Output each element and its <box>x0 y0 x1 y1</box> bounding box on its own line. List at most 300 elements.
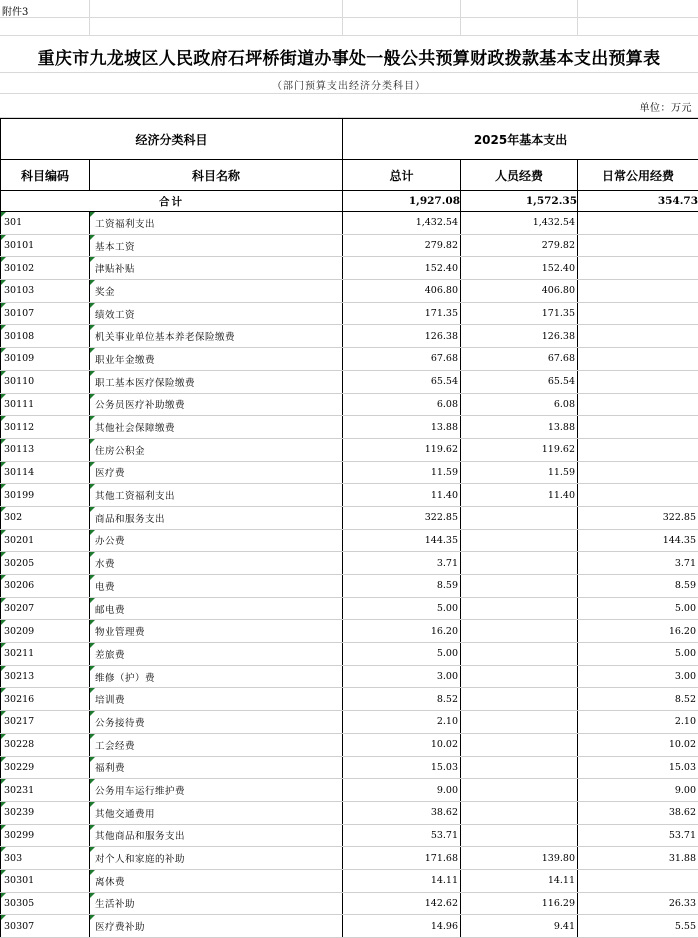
cell-marker-icon <box>90 303 95 308</box>
table-row <box>1 779 698 802</box>
cell-marker-icon <box>1 575 6 580</box>
cell-marker-icon <box>1 734 6 739</box>
row-personnel: 171.35 <box>461 302 578 325</box>
row-name-text: 奖金 <box>95 287 115 298</box>
row-personnel: 126.38 <box>461 325 578 348</box>
row-name <box>90 643 343 666</box>
table-row <box>1 529 698 552</box>
row-name-text: 商品和服务支出 <box>95 514 165 525</box>
cell-marker-icon <box>1 802 6 807</box>
cell-marker-icon <box>90 666 95 671</box>
row-name <box>90 370 343 393</box>
row-personnel <box>461 665 578 688</box>
header-total: 总计 <box>343 160 461 191</box>
cell-marker-icon <box>90 893 95 898</box>
cell-marker-icon <box>1 394 6 399</box>
row-name-text: 其他交通费用 <box>95 809 155 820</box>
row-name-text: 其他社会保障缴费 <box>95 423 175 434</box>
row-code <box>1 302 90 325</box>
row-total: 5.00 <box>343 597 461 620</box>
table-row <box>1 824 698 847</box>
row-total: 8.59 <box>343 575 461 598</box>
row-total: 53.71 <box>343 824 461 847</box>
row-total: 406.80 <box>343 280 461 303</box>
row-personnel: 11.59 <box>461 461 578 484</box>
row-public: 5.00 <box>578 597 698 620</box>
cell-marker-icon <box>90 257 95 262</box>
row-public: 322.85 <box>578 506 698 529</box>
row-name <box>90 869 343 892</box>
cell-marker-icon <box>1 348 6 353</box>
cell-marker-icon <box>90 734 95 739</box>
row-total: 279.82 <box>343 234 461 257</box>
row-code <box>1 506 90 529</box>
row-code <box>1 643 90 666</box>
cell-marker-icon <box>1 757 6 762</box>
row-total: 152.40 <box>343 257 461 280</box>
row-name <box>90 506 343 529</box>
row-total: 2.10 <box>343 711 461 734</box>
row-total: 67.68 <box>343 348 461 371</box>
row-public: 31.88 <box>578 847 698 870</box>
row-code-text: 30229 <box>4 762 34 773</box>
table-row <box>1 416 698 439</box>
cell-marker-icon <box>90 416 95 421</box>
row-name <box>90 552 343 575</box>
row-code <box>1 234 90 257</box>
row-public: 53.71 <box>578 824 698 847</box>
row-public: 16.20 <box>578 620 698 643</box>
row-name-text: 福利费 <box>95 763 125 774</box>
row-code-text: 30103 <box>4 285 34 296</box>
row-name <box>90 733 343 756</box>
row-code-text: 30217 <box>4 716 34 727</box>
row-name <box>90 620 343 643</box>
cell-marker-icon <box>1 507 6 512</box>
row-code-text: 30108 <box>4 331 34 342</box>
row-public <box>578 869 698 892</box>
row-personnel <box>461 575 578 598</box>
row-code-text: 30205 <box>4 558 34 569</box>
row-code-text: 303 <box>4 853 22 864</box>
row-code <box>1 892 90 915</box>
cell-marker-icon <box>90 439 95 444</box>
row-name <box>90 688 343 711</box>
row-code <box>1 416 90 439</box>
table-row <box>1 302 698 325</box>
row-name <box>90 280 343 303</box>
row-code-text: 30239 <box>4 807 34 818</box>
row-total: 15.03 <box>343 756 461 779</box>
row-total: 171.35 <box>343 302 461 325</box>
row-name <box>90 915 343 938</box>
header-econ-category: 经济分类科目 <box>1 119 343 160</box>
row-total: 119.62 <box>343 438 461 461</box>
cell-marker-icon <box>1 870 6 875</box>
table-row <box>1 257 698 280</box>
table-row <box>1 348 698 371</box>
row-name <box>90 461 343 484</box>
table-row <box>1 597 698 620</box>
row-name-text: 维修（护）费 <box>95 673 155 684</box>
row-name <box>90 393 343 416</box>
row-code <box>1 688 90 711</box>
cell-marker-icon <box>90 552 95 557</box>
cell-marker-icon <box>90 688 95 693</box>
row-code-text: 30213 <box>4 671 34 682</box>
cell-marker-icon <box>1 484 6 489</box>
row-code <box>1 484 90 507</box>
row-name-text: 绩效工资 <box>95 310 135 321</box>
row-name <box>90 892 343 915</box>
row-code <box>1 665 90 688</box>
cell-marker-icon <box>90 575 95 580</box>
table-body <box>1 191 698 938</box>
row-personnel <box>461 711 578 734</box>
row-personnel: 13.88 <box>461 416 578 439</box>
row-code-text: 30211 <box>4 648 34 659</box>
table-row <box>1 506 698 529</box>
table-row <box>1 280 698 303</box>
row-personnel: 11.40 <box>461 484 578 507</box>
row-public <box>578 461 698 484</box>
row-personnel: 6.08 <box>461 393 578 416</box>
row-personnel: 1,432.54 <box>461 212 578 235</box>
table-row <box>1 552 698 575</box>
cell-marker-icon <box>1 212 6 217</box>
row-total: 6.08 <box>343 393 461 416</box>
total-row <box>1 191 698 212</box>
row-personnel <box>461 529 578 552</box>
row-name <box>90 665 343 688</box>
row-code-text: 30216 <box>4 694 34 705</box>
row-name-text: 公务员医疗补助缴费 <box>95 400 185 411</box>
header-code: 科目编码 <box>1 160 90 191</box>
row-code-text: 30206 <box>4 580 34 591</box>
row-total: 65.54 <box>343 370 461 393</box>
cell-marker-icon <box>90 507 95 512</box>
row-name-text: 医疗费补助 <box>95 922 145 933</box>
row-public: 10.02 <box>578 733 698 756</box>
row-name <box>90 257 343 280</box>
cell-marker-icon <box>1 235 6 240</box>
cell-marker-icon <box>90 870 95 875</box>
row-personnel: 14.11 <box>461 869 578 892</box>
row-public <box>578 484 698 507</box>
row-name-text: 办公费 <box>95 536 125 547</box>
cell-marker-icon <box>1 371 6 376</box>
table-row <box>1 665 698 688</box>
row-total: 144.35 <box>343 529 461 552</box>
row-name <box>90 416 343 439</box>
cell-marker-icon <box>1 303 6 308</box>
row-public <box>578 348 698 371</box>
table-row <box>1 643 698 666</box>
row-name-text: 生活补助 <box>95 899 135 910</box>
row-code <box>1 529 90 552</box>
header-personnel: 人员经费 <box>461 160 578 191</box>
row-code-text: 30113 <box>4 444 34 455</box>
cell-marker-icon <box>1 439 6 444</box>
row-personnel: 406.80 <box>461 280 578 303</box>
page-subtitle: （部门预算支出经济分类科目） <box>0 77 698 92</box>
row-name <box>90 438 343 461</box>
header-row-columns <box>1 160 698 191</box>
row-code-text: 30305 <box>4 898 34 909</box>
row-code-text: 30207 <box>4 603 34 614</box>
table-row <box>1 393 698 416</box>
row-name-text: 住房公积金 <box>95 446 145 457</box>
row-personnel <box>461 506 578 529</box>
row-code-text: 30199 <box>4 490 34 501</box>
header-public: 日常公用经费 <box>578 160 698 191</box>
row-public <box>578 280 698 303</box>
row-total: 3.00 <box>343 665 461 688</box>
row-name <box>90 847 343 870</box>
row-name-text: 公务接待费 <box>95 718 145 729</box>
row-name <box>90 779 343 802</box>
total-personnel: 1,572.35 <box>461 191 578 212</box>
row-total: 38.62 <box>343 801 461 824</box>
cell-marker-icon <box>90 371 95 376</box>
table-row <box>1 234 698 257</box>
row-public <box>578 302 698 325</box>
table-row <box>1 847 698 870</box>
row-total: 11.59 <box>343 461 461 484</box>
row-code <box>1 257 90 280</box>
row-total: 322.85 <box>343 506 461 529</box>
row-public <box>578 370 698 393</box>
cell-marker-icon <box>1 598 6 603</box>
row-code <box>1 711 90 734</box>
row-personnel: 116.29 <box>461 892 578 915</box>
row-personnel: 67.68 <box>461 348 578 371</box>
attachment-label: 附件3 <box>2 3 28 18</box>
row-name-text: 公务用车运行维护费 <box>95 786 185 797</box>
row-total: 5.00 <box>343 643 461 666</box>
row-public: 9.00 <box>578 779 698 802</box>
cell-marker-icon <box>1 711 6 716</box>
row-total: 142.62 <box>343 892 461 915</box>
row-total: 11.40 <box>343 484 461 507</box>
row-public: 8.52 <box>578 688 698 711</box>
cell-marker-icon <box>1 688 6 693</box>
row-personnel: 65.54 <box>461 370 578 393</box>
row-public: 2.10 <box>578 711 698 734</box>
row-total: 13.88 <box>343 416 461 439</box>
row-public <box>578 234 698 257</box>
row-name-text: 基本工资 <box>95 242 135 253</box>
row-personnel: 279.82 <box>461 234 578 257</box>
row-name <box>90 529 343 552</box>
row-name <box>90 711 343 734</box>
row-code-text: 30110 <box>4 376 34 387</box>
row-code <box>1 801 90 824</box>
table-row <box>1 461 698 484</box>
row-code <box>1 915 90 938</box>
row-code-text: 30307 <box>4 921 34 932</box>
table-row <box>1 756 698 779</box>
table-row <box>1 711 698 734</box>
row-code <box>1 212 90 235</box>
row-code-text: 30114 <box>4 467 34 478</box>
table-row <box>1 575 698 598</box>
cell-marker-icon <box>1 416 6 421</box>
row-code-text: 30111 <box>4 399 34 410</box>
row-name-text: 差旅费 <box>95 650 125 661</box>
table-row <box>1 212 698 235</box>
cell-marker-icon <box>90 235 95 240</box>
row-code-text: 30201 <box>4 535 34 546</box>
row-public: 8.59 <box>578 575 698 598</box>
total-sum: 1,927.08 <box>343 191 461 212</box>
table-row <box>1 869 698 892</box>
table-row <box>1 620 698 643</box>
cell-marker-icon <box>1 825 6 830</box>
row-code <box>1 280 90 303</box>
row-name <box>90 824 343 847</box>
row-personnel <box>461 552 578 575</box>
row-name-text: 培训费 <box>95 695 125 706</box>
header-name: 科目名称 <box>90 160 343 191</box>
row-public <box>578 212 698 235</box>
table-row <box>1 801 698 824</box>
row-total: 14.11 <box>343 869 461 892</box>
row-code <box>1 370 90 393</box>
cell-marker-icon <box>90 462 95 467</box>
cell-marker-icon <box>1 666 6 671</box>
header-row-group <box>1 119 698 160</box>
cell-marker-icon <box>90 779 95 784</box>
table-row <box>1 915 698 938</box>
row-personnel: 152.40 <box>461 257 578 280</box>
row-public <box>578 416 698 439</box>
row-name-text: 对个人和家庭的补助 <box>95 854 185 865</box>
row-name <box>90 348 343 371</box>
row-code-text: 30112 <box>4 422 34 433</box>
row-public <box>578 325 698 348</box>
row-code <box>1 325 90 348</box>
row-name-text: 职业年金缴费 <box>95 355 155 366</box>
row-total: 8.52 <box>343 688 461 711</box>
row-code <box>1 393 90 416</box>
row-name <box>90 212 343 235</box>
row-code-text: 30101 <box>4 240 34 251</box>
row-name <box>90 484 343 507</box>
row-code <box>1 620 90 643</box>
row-total: 14.96 <box>343 915 461 938</box>
row-personnel <box>461 688 578 711</box>
table-row <box>1 370 698 393</box>
row-code-text: 30228 <box>4 739 34 750</box>
row-name-text: 其他商品和服务支出 <box>95 831 185 842</box>
row-name <box>90 801 343 824</box>
row-public: 38.62 <box>578 801 698 824</box>
cell-marker-icon <box>1 552 6 557</box>
row-code-text: 30231 <box>4 785 34 796</box>
row-personnel <box>461 756 578 779</box>
row-name-text: 工资福利支出 <box>95 219 155 230</box>
cell-marker-icon <box>1 530 6 535</box>
row-total: 10.02 <box>343 733 461 756</box>
cell-marker-icon <box>90 825 95 830</box>
cell-marker-icon <box>90 847 95 852</box>
row-code-text: 30107 <box>4 308 34 319</box>
cell-marker-icon <box>90 348 95 353</box>
row-personnel <box>461 620 578 643</box>
row-name <box>90 234 343 257</box>
row-name-text: 其他工资福利支出 <box>95 491 175 502</box>
row-personnel: 9.41 <box>461 915 578 938</box>
row-public <box>578 257 698 280</box>
total-label: 合计 <box>1 191 343 212</box>
table-row <box>1 892 698 915</box>
row-code <box>1 552 90 575</box>
row-name-text: 电费 <box>95 582 115 593</box>
cell-marker-icon <box>90 394 95 399</box>
row-code <box>1 575 90 598</box>
row-code <box>1 869 90 892</box>
row-public: 144.35 <box>578 529 698 552</box>
row-name-text: 职工基本医疗保险缴费 <box>95 378 195 389</box>
cell-marker-icon <box>90 711 95 716</box>
row-code <box>1 348 90 371</box>
row-name <box>90 575 343 598</box>
cell-marker-icon <box>1 915 6 920</box>
total-public: 354.73 <box>578 191 698 212</box>
cell-marker-icon <box>90 325 95 330</box>
cell-marker-icon <box>90 757 95 762</box>
row-code <box>1 733 90 756</box>
unit-label: 单位：万元 <box>640 99 693 114</box>
cell-marker-icon <box>1 620 6 625</box>
cell-marker-icon <box>90 598 95 603</box>
row-total: 1,432.54 <box>343 212 461 235</box>
row-total: 171.68 <box>343 847 461 870</box>
row-name-text: 工会经费 <box>95 741 135 752</box>
row-total: 126.38 <box>343 325 461 348</box>
page-title: 重庆市九龙坡区人民政府石坪桥街道办事处一般公共预算财政拨款基本支出预算表 <box>0 44 698 69</box>
cell-marker-icon <box>1 462 6 467</box>
row-public: 5.55 <box>578 915 698 938</box>
row-public: 5.00 <box>578 643 698 666</box>
row-public: 3.00 <box>578 665 698 688</box>
row-public: 3.71 <box>578 552 698 575</box>
row-name-text: 机关事业单位基本养老保险缴费 <box>95 332 235 343</box>
table-row <box>1 325 698 348</box>
cell-marker-icon <box>1 643 6 648</box>
table-row <box>1 733 698 756</box>
row-personnel <box>461 779 578 802</box>
row-code-text: 30209 <box>4 626 34 637</box>
row-personnel <box>461 801 578 824</box>
row-code-text: 302 <box>4 512 22 523</box>
row-code <box>1 597 90 620</box>
cell-marker-icon <box>1 893 6 898</box>
cell-marker-icon <box>90 484 95 489</box>
row-name-text: 津贴补贴 <box>95 264 135 275</box>
row-name <box>90 325 343 348</box>
row-code-text: 30102 <box>4 263 34 274</box>
row-code-text: 30301 <box>4 875 34 886</box>
row-total: 3.71 <box>343 552 461 575</box>
row-public <box>578 393 698 416</box>
row-personnel <box>461 643 578 666</box>
row-code <box>1 847 90 870</box>
cell-marker-icon <box>90 643 95 648</box>
header-year-basic-expenditure: 2025年基本支出 <box>343 119 698 160</box>
cell-marker-icon <box>90 802 95 807</box>
